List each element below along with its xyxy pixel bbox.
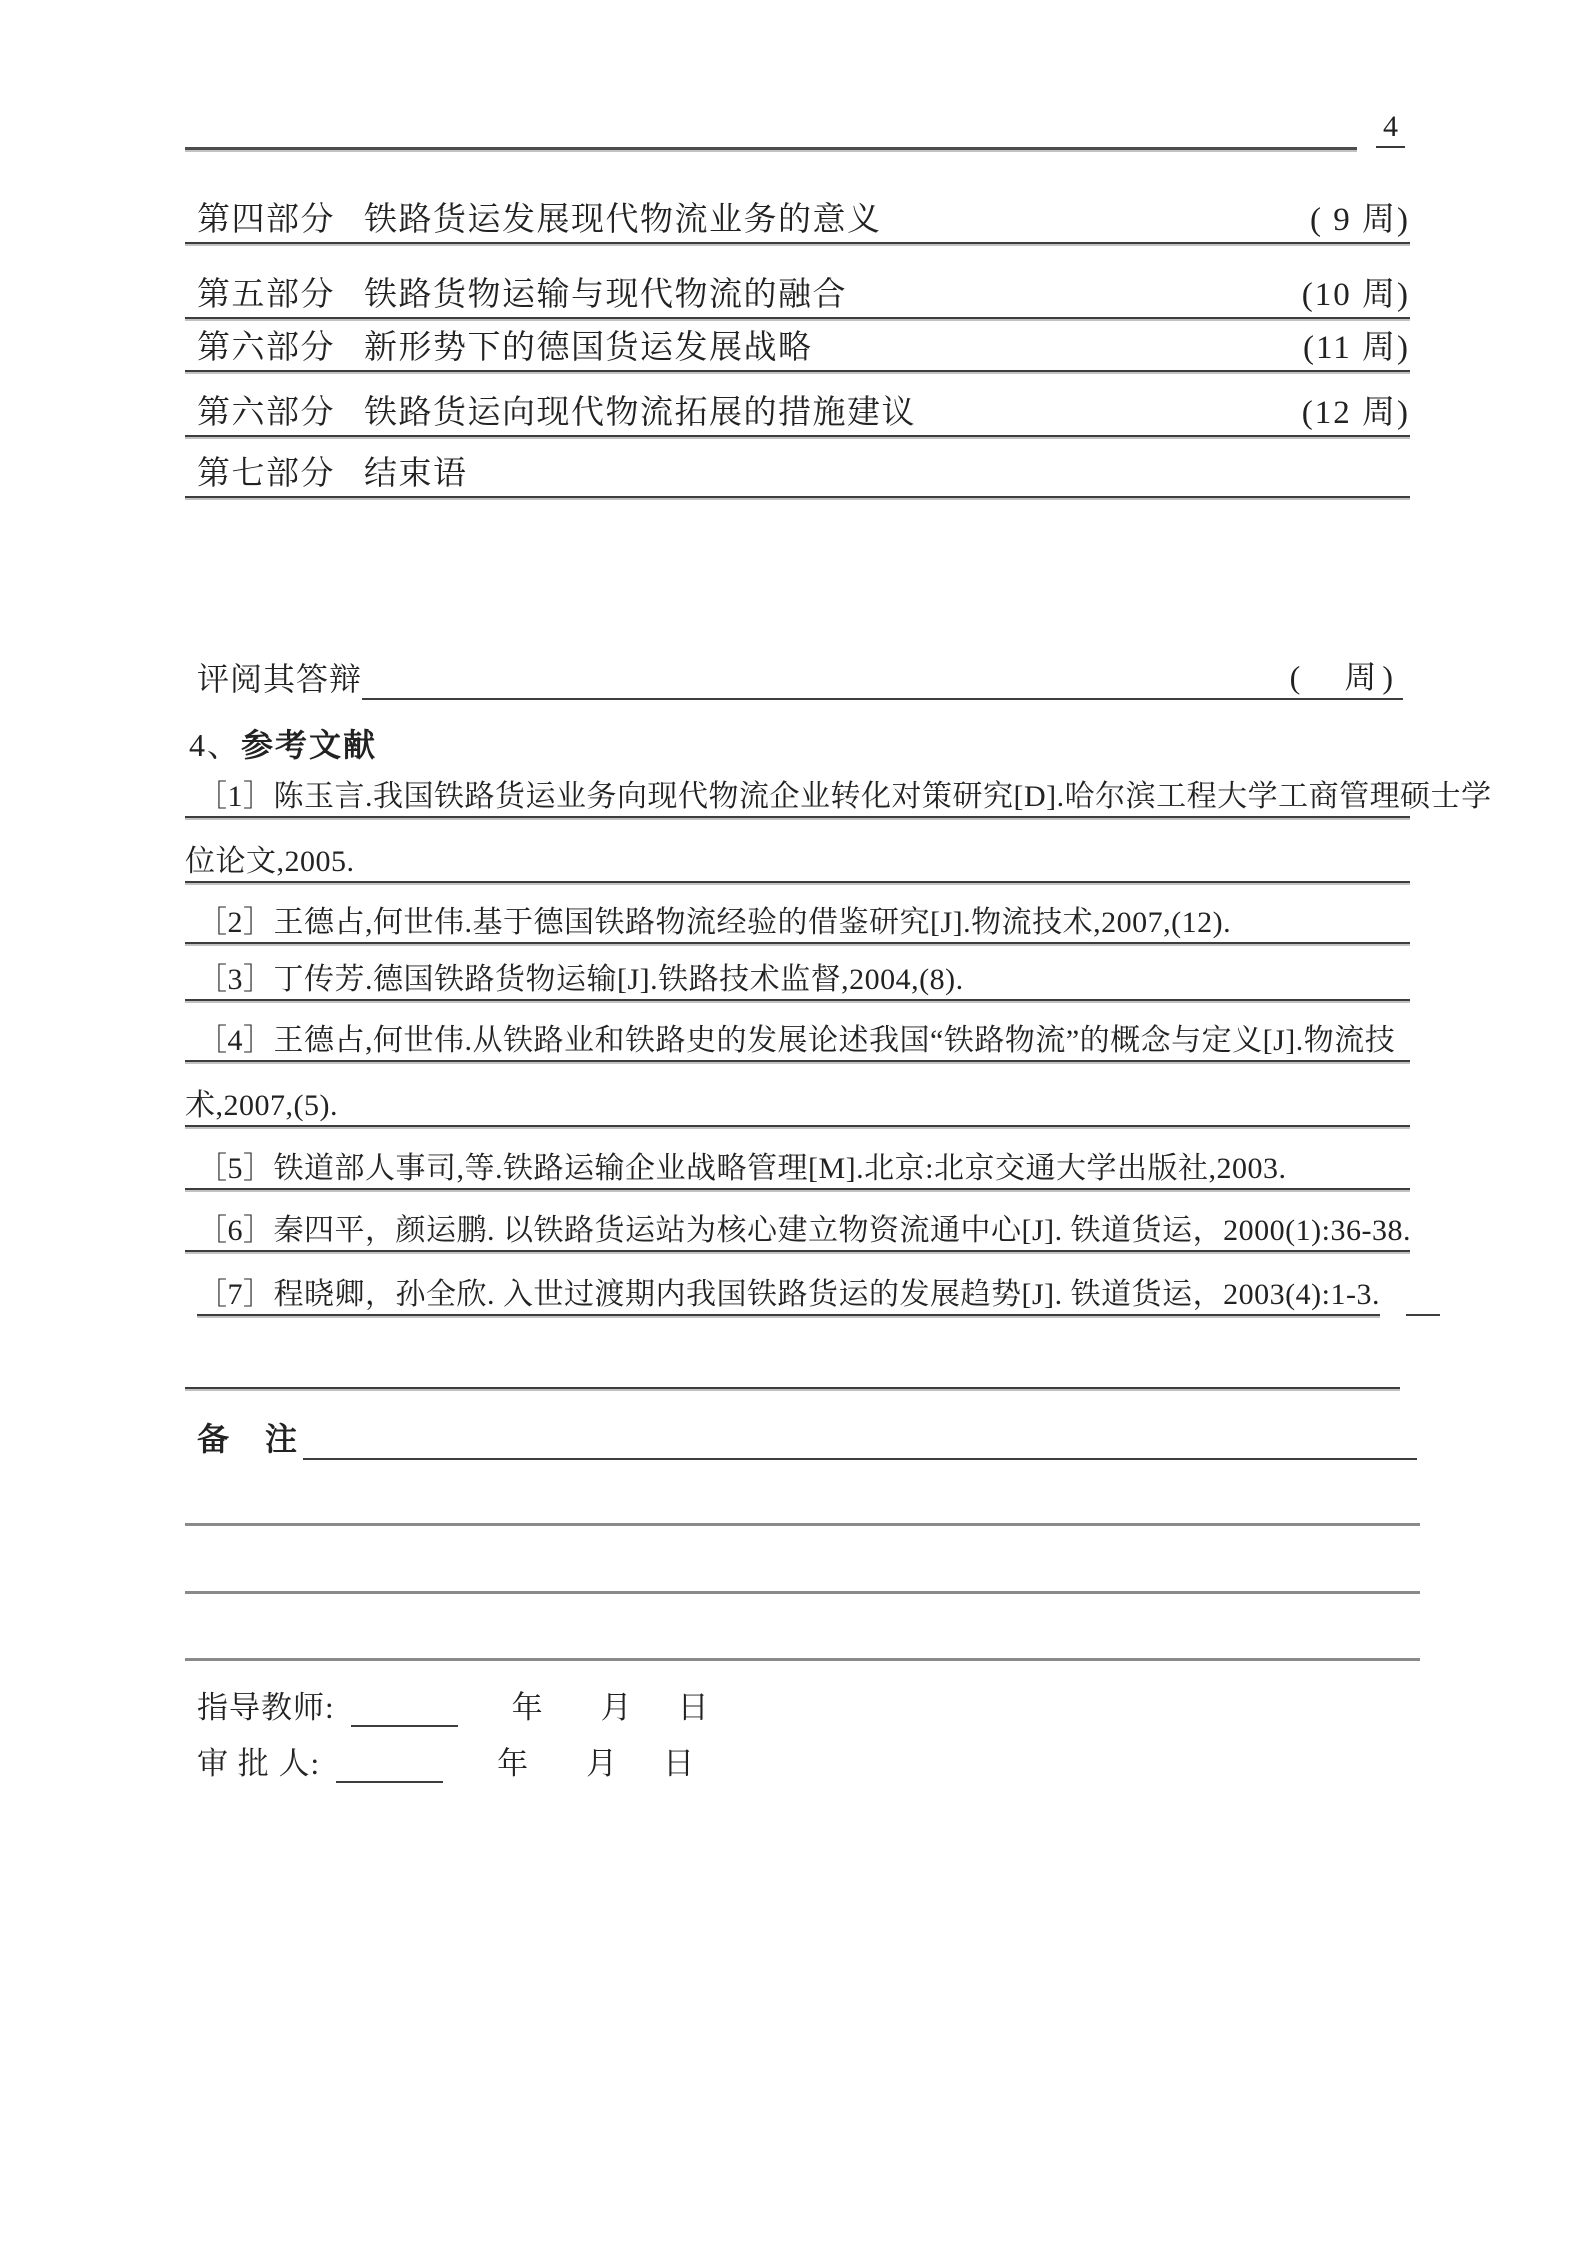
- reference-line: [185, 840, 1410, 883]
- signature-row: [185, 1738, 1185, 1783]
- review-fill-line: [362, 652, 1403, 700]
- ruled-line: [185, 1523, 1420, 1526]
- part-week: (11 周): [1302, 330, 1410, 366]
- references-heading: [185, 720, 377, 766]
- signature-row: [185, 1682, 1185, 1727]
- reference-line: [185, 958, 1410, 1001]
- signature-label: 指导教师:: [197, 1690, 335, 1725]
- signature-blank: [336, 1777, 443, 1783]
- schedule-row: [185, 271, 1410, 319]
- part-title: 结束语: [364, 456, 468, 492]
- review-week: ( 周): [1289, 659, 1399, 695]
- reference-line: [185, 1274, 1410, 1317]
- reference-text: ［3］丁传芳.德国铁路货物运输[J].铁路技术监督,2004,(8).: [197, 963, 964, 996]
- part-week: ( 9 周): [1310, 202, 1410, 238]
- schedule-row: [185, 324, 1410, 372]
- reference-line: [185, 1147, 1410, 1190]
- reference-text: ［2］王德占,何世伟.基于德国铁路物流经验的借鉴研究[J].物流技术,2007,(12).: [197, 906, 1232, 939]
- part-title: 新形势下的德国货运发展战略: [364, 330, 813, 366]
- blank-line: [185, 1387, 1400, 1389]
- header-rule: [185, 147, 1357, 150]
- reference-line: [185, 1084, 1410, 1127]
- remarks-label: 备 注: [197, 1421, 300, 1457]
- month-label: 月: [586, 1746, 618, 1781]
- month-label: 月: [600, 1690, 632, 1725]
- year-label: 年: [511, 1690, 543, 1725]
- reference-text: 术,2007,(5).: [185, 1089, 338, 1122]
- reference-tail-line: [1406, 1313, 1440, 1316]
- part-week: (10 周): [1301, 277, 1410, 313]
- reference-text: ［7］程晓卿，孙全欣. 入世过渡期内我国铁路货运的发展趋势[J]. 铁道货运，2003(4):1-3.: [197, 1269, 1380, 1316]
- part-label: 第五部分: [197, 277, 335, 313]
- reference-text: 位论文,2005.: [185, 845, 355, 878]
- part-title: 铁路货运向现代物流拓展的措施建议: [364, 395, 916, 431]
- review-row: [185, 656, 1403, 700]
- part-label: 第七部分: [197, 456, 335, 492]
- ruled-line: [185, 1591, 1420, 1594]
- references-heading-number: 4、: [189, 727, 242, 763]
- signature-blank: [351, 1721, 458, 1727]
- part-label: 第四部分: [197, 202, 335, 238]
- signature-label: 审 批 人:: [197, 1746, 321, 1781]
- reference-line: [185, 1209, 1410, 1252]
- reference-line: [185, 775, 1492, 818]
- day-label: 日: [677, 1690, 709, 1725]
- part-title: 铁路货运发展现代物流业务的意义: [364, 202, 882, 238]
- schedule-row: [185, 196, 1410, 244]
- reference-text: ［5］铁道部人事司,等.铁路运输企业战略管理[M].北京:北京交通大学出版社,2003.: [197, 1152, 1287, 1185]
- remarks-fill-line: [303, 1458, 1417, 1460]
- references-heading-title: 参考文献: [241, 727, 378, 763]
- page-number: 4: [1376, 110, 1405, 148]
- part-label: 第六部分: [197, 395, 335, 431]
- day-label: 日: [663, 1746, 695, 1781]
- part-week: (12 周): [1301, 395, 1410, 431]
- reference-text: ［1］陈玉言.我国铁路货运业务向现代物流企业转化对策研究[D].哈尔滨工程大学工商管理硕士学: [197, 780, 1492, 813]
- schedule-row: [185, 389, 1410, 437]
- ruled-line: [185, 1658, 1420, 1661]
- reference-text: ［4］王德占,何世伟.从铁路业和铁路史的发展论述我国“铁路物流”的概念与定义[J].物流技: [197, 1024, 1396, 1057]
- part-title: 铁路货物运输与现代物流的融合: [364, 277, 847, 313]
- schedule-row: [185, 450, 1410, 498]
- reference-line: [185, 901, 1410, 944]
- remarks-row: [185, 1416, 1417, 1460]
- reference-text: ［6］秦四平，颜运鹏. 以铁路货运站为核心建立物资流通中心[J]. 铁道货运，2000(1):36-38.: [197, 1214, 1411, 1247]
- part-label: 第六部分: [197, 330, 335, 366]
- review-label: 评阅其答辩: [197, 661, 363, 697]
- reference-line: [185, 1019, 1410, 1062]
- year-label: 年: [497, 1746, 529, 1781]
